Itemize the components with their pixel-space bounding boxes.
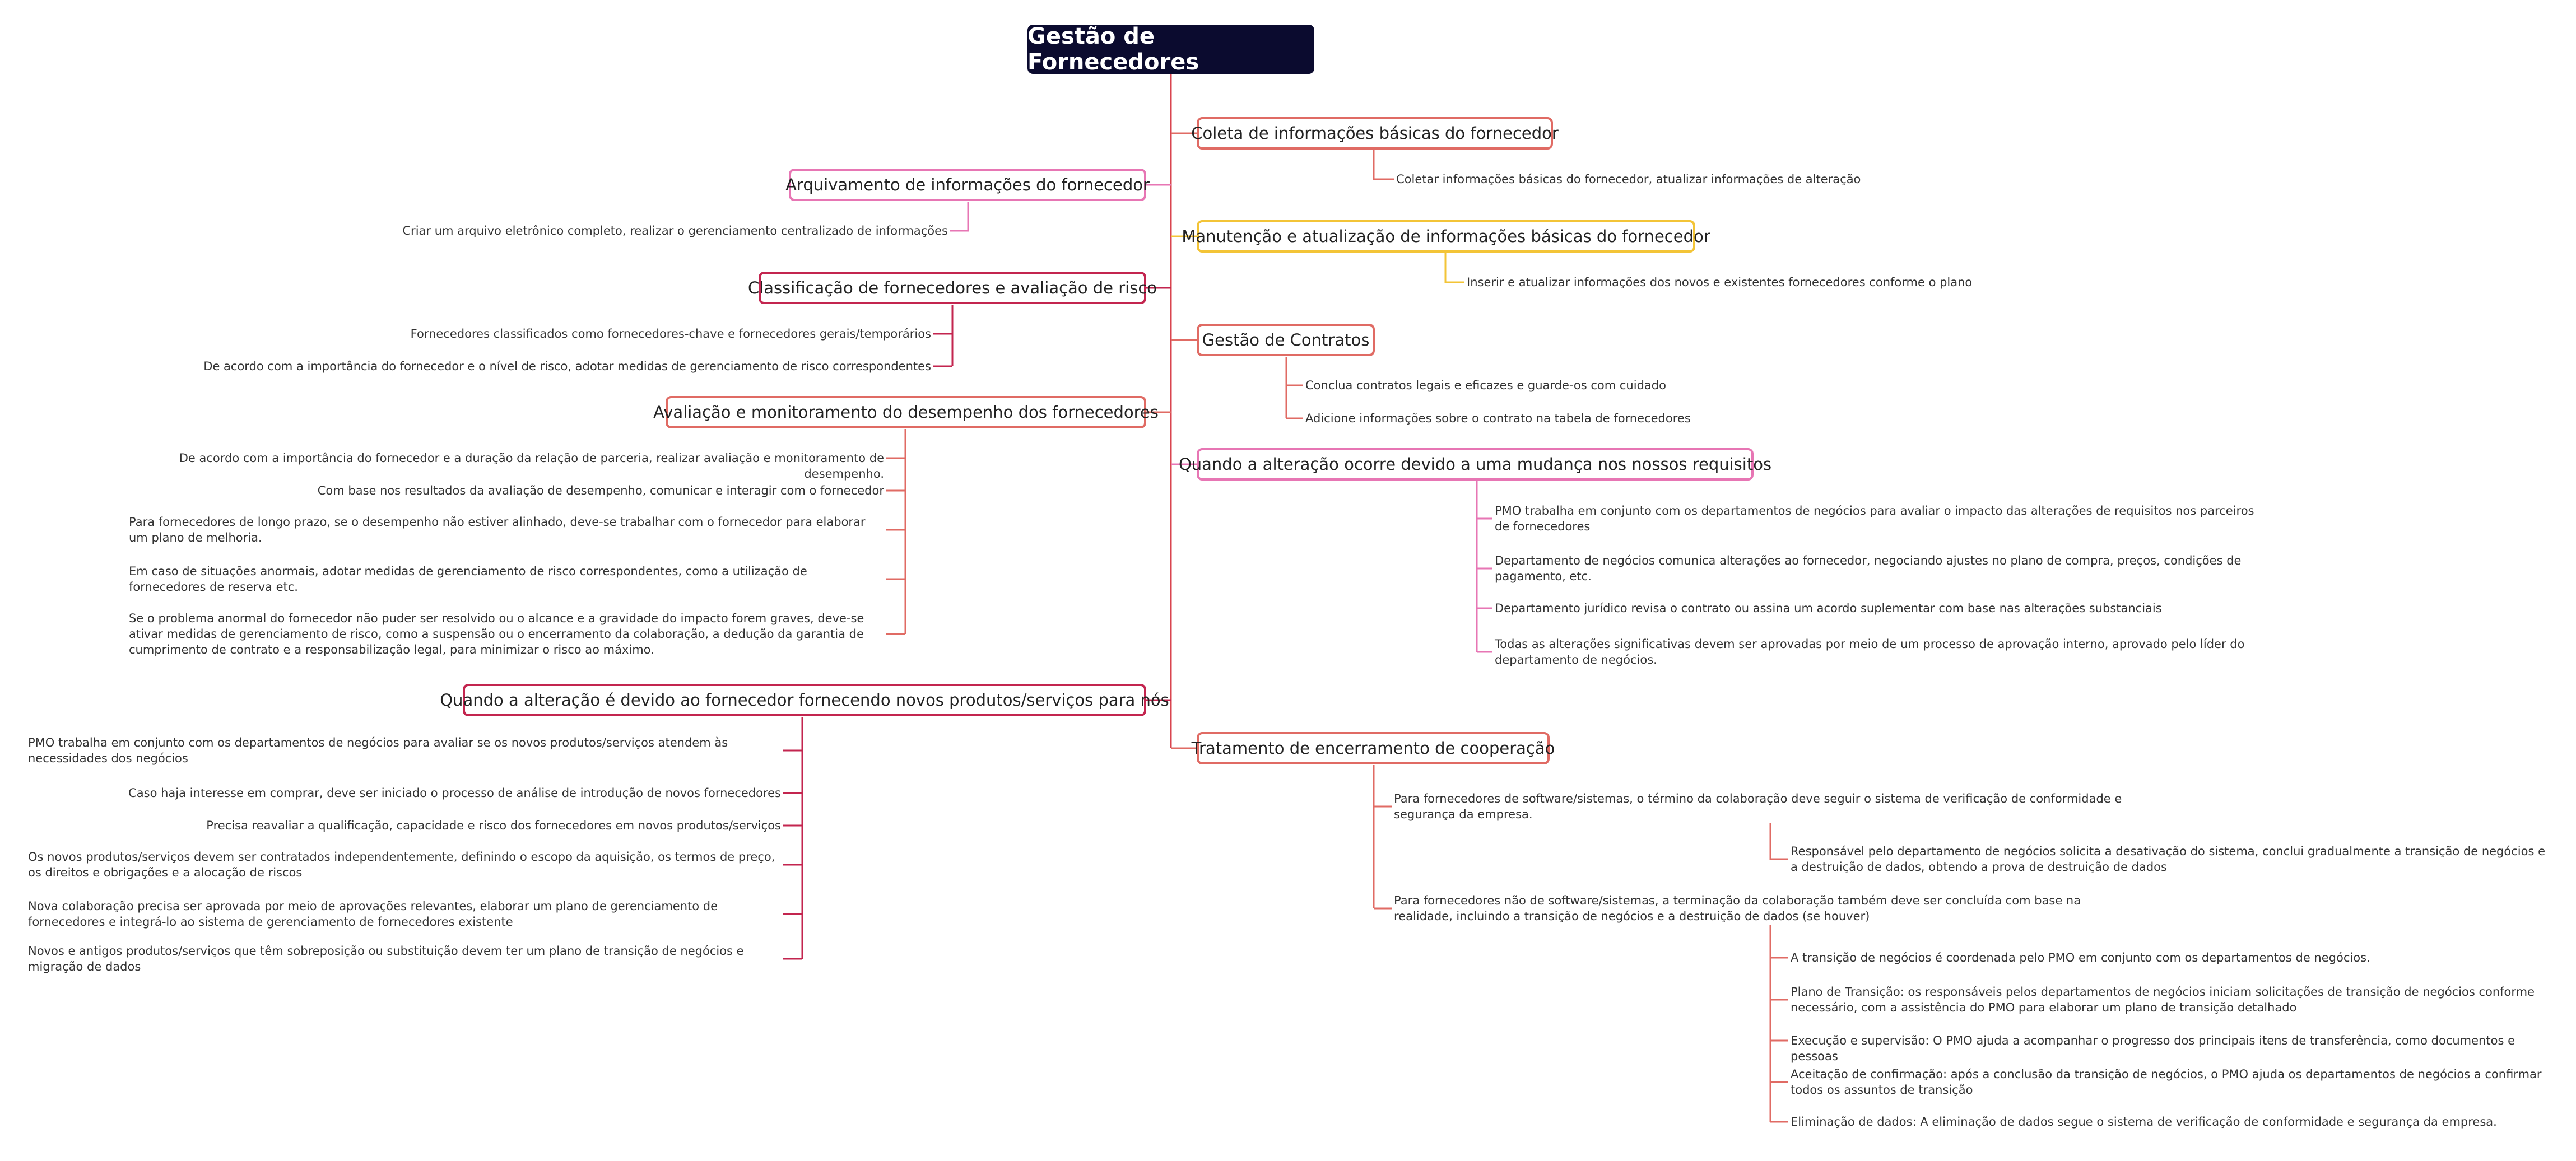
topic-avaliacao[interactable]: Avaliação e monitoramento do desempenho dos fornecedores: [666, 396, 1146, 428]
leaf-software-1: Responsável pelo departamento de negócios solicita a desativação do sistema, conclui gradualmente a transição de negócios e a destruição de dados, obtendo a prova de destruição de dados: [1791, 845, 2545, 874]
leaf-novos-6: Novos e antigos produtos/serviços que têm sobreposição ou substituição devem ter um plano de transição de negócios e migração de dados: [28, 944, 744, 973]
leaf-avaliacao-1: De acordo com a importância do fornecedor e a duração da relação de parceria, realizar avaliação e monitoramento de desempenho.: [179, 451, 884, 481]
leaf-classificacao-1: Fornecedores classificados como fornecedores-chave e fornecedores gerais/temporários: [410, 327, 931, 341]
leaf-avaliacao-5: Se o problema anormal do fornecedor não puder ser resolvido ou o alcance e a gravidade do impacto forem graves, deve-se ativar medidas de gerenciamento de risco, como a suspensão ou o encerramento da colaboração, a dedução da garantia de cumprimento de contrato e a responsabilização legal, para minimizar o risco ao máximo.: [129, 612, 864, 656]
leaf-encerramento-software: Para fornecedores de software/sistemas, o término da colaboração deve seguir o sistema de verificação de conformidade e segurança da empresa.: [1394, 792, 2122, 821]
leaf-requisitos-1: PMO trabalha em conjunto com os departamentos de negócios para avaliar o impacto das alterações de requisitos nos parceiros de fornecedores: [1495, 504, 2254, 533]
leaf-avaliacao-3: Para fornecedores de longo prazo, se o desempenho não estiver alinhado, deve-se trabalhar com o fornecedor para elaborar um plano de melhoria.: [129, 515, 866, 544]
topic-novos-produtos[interactable]: Quando a alteração é devido ao fornecedor fornecendo novos produtos/serviços para nós: [463, 684, 1146, 716]
leaf-encerramento-nao-software: Para fornecedores não de software/sistemas, a terminação da colaboração também deve ser concluída com base na realidade, incluindo a transição de negócios e a destruição de dados (se houver): [1394, 894, 2081, 923]
leaf-contratos-1: Conclua contratos legais e eficazes e guarde-os com cuidado: [1305, 379, 1666, 392]
leaf-avaliacao-4: Em caso de situações anormais, adotar medidas de gerenciamento de risco correspondentes, como a utilização de fornecedores de reserva etc.: [129, 565, 807, 594]
leaf-manutencao-1: Inserir e atualizar informações dos novos e existentes fornecedores conforme o plano: [1467, 276, 1973, 289]
topic-manutencao[interactable]: Manutenção e atualização de informações básicas do fornecedor: [1197, 220, 1695, 253]
leaf-novos-3: Precisa reavaliar a qualificação, capacidade e risco dos fornecedores em novos produtos/serviços: [206, 819, 781, 832]
leaf-novos-2: Caso haja interesse em comprar, deve ser iniciado o processo de análise de introdução de novos fornecedores: [128, 786, 781, 800]
topic-gestao-contratos[interactable]: Gestão de Contratos: [1197, 324, 1375, 356]
leaf-nao-software-3: Execução e supervisão: O PMO ajuda a acompanhar o progresso dos principais itens de transferência, como documentos e pessoas: [1791, 1034, 2515, 1063]
leaf-nao-software-1: A transição de negócios é coordenada pelo PMO em conjunto com os departamentos de negócios.: [1791, 951, 2370, 964]
topic-mudanca-requisitos[interactable]: Quando a alteração ocorre devido a uma mudança nos nossos requisitos: [1197, 448, 1754, 481]
leaf-requisitos-4: Todas as alterações significativas devem ser aprovadas por meio de um processo de aprovação interno, aprovado pelo líder do departamento de negócios.: [1495, 637, 2245, 666]
leaf-nao-software-5: Eliminação de dados: A eliminação de dados segue o sistema de verificação de conformidade e segurança da empresa.: [1791, 1115, 2497, 1129]
leaf-nao-software-4: Aceitação de confirmação: após a conclusão da transição de negócios, o PMO ajuda os departamentos de negócios a confirmar todos os assuntos de transição: [1791, 1067, 2542, 1097]
root-topic[interactable]: Gestão de Fornecedores: [1027, 25, 1314, 74]
leaf-arquivamento-1: Criar um arquivo eletrônico completo, realizar o gerenciamento centralizado de informações: [402, 224, 948, 237]
leaf-coleta-1: Coletar informações básicas do fornecedor, atualizar informações de alteração: [1396, 172, 1861, 186]
leaf-requisitos-3: Departamento jurídico revisa o contrato ou assina um acordo suplementar com base nas alterações substanciais: [1495, 602, 2162, 615]
topic-coleta[interactable]: Coleta de informações básicas do fornecedor: [1197, 117, 1553, 150]
leaf-novos-4: Os novos produtos/serviços devem ser contratados independentemente, definindo o escopo da aquisição, os termos de preço, os direitos e obrigações e a alocação de riscos: [28, 850, 775, 879]
leaf-contratos-2: Adicione informações sobre o contrato na tabela de fornecedores: [1305, 412, 1691, 425]
leaf-novos-1: PMO trabalha em conjunto com os departamentos de negócios para avaliar se os novos produtos/serviços atendem às necessidades dos negócios: [28, 736, 728, 765]
leaf-avaliacao-2: Com base nos resultados da avaliação de desempenho, comunicar e interagir com o fornecedor: [317, 484, 884, 497]
leaf-classificacao-2: De acordo com a importância do fornecedor e o nível de risco, adotar medidas de gerenciamento de risco correspondentes: [203, 360, 931, 373]
leaf-requisitos-2: Departamento de negócios comunica alterações ao fornecedor, negociando ajustes no plano de compra, preços, condições de pagamento, etc.: [1495, 554, 2242, 583]
topic-arquivamento[interactable]: Arquivamento de informações do fornecedor: [789, 169, 1146, 201]
leaf-novos-5: Nova colaboração precisa ser aprovada por meio de aprovações relevantes, elaborar um plano de gerenciamento de fornecedores e integrá-lo ao sistema de gerenciamento de fornecedores existente: [28, 899, 718, 929]
topic-encerramento[interactable]: Tratamento de encerramento de cooperação: [1197, 732, 1550, 764]
topic-classificacao[interactable]: Classificação de fornecedores e avaliação de risco: [759, 272, 1146, 304]
leaf-nao-software-2: Plano de Transição: os responsáveis pelos departamentos de negócios iniciam solicitações de transição de negócios conforme necessário, com a assistência do PMO para elaborar um plano de transição detalhado: [1791, 985, 2535, 1014]
